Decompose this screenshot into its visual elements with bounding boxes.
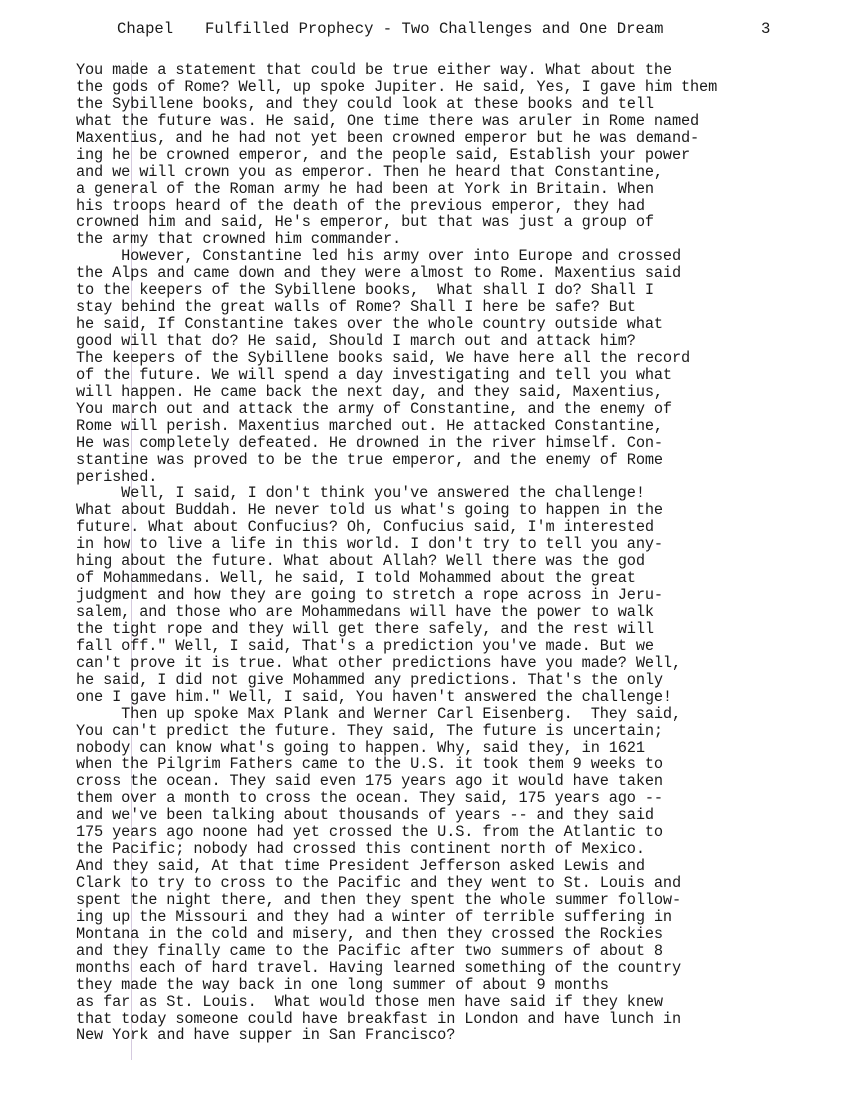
- text-line: one I gave him." Well, I said, You haven't answered the challenge!: [76, 687, 672, 706]
- text-line: judgment and how they are going to stretch a rope across in Jeru-: [76, 586, 663, 605]
- text-line: them over a month to cross the ocean. They said, 175 years ago --: [76, 789, 663, 808]
- text-line: crowned him and said, He's emperor, but that was just a group of: [76, 213, 654, 232]
- text-line: hing about the future. What about Allah? Well there was the god: [76, 552, 645, 571]
- text-line: and we will crown you as emperor. Then he heard that Constantine,: [76, 162, 663, 181]
- text-line: stantine was proved to be the true emperor, and the enemy of Rome: [76, 450, 663, 469]
- text-line: future. What about Confucius? Oh, Confucius said, I'm interested: [76, 518, 654, 537]
- text-line: 175 years ago noone had yet crossed the U.S. from the Atlantic to: [76, 823, 663, 842]
- text-line: to the keepers of the Sybillene books, What shall I do? Shall I: [76, 281, 654, 300]
- text-line: the Alps and came down and they were almost to Rome. Maxentius said: [76, 264, 681, 283]
- text-line: New York and have supper in San Francisco?: [76, 1026, 456, 1045]
- text-line: Then up spoke Max Plank and Werner Carl Eisenberg. They said,: [76, 704, 681, 723]
- text-line: good will that do? He said, Should I march out and attack him?: [76, 332, 636, 350]
- text-line: months each of hard travel. Having learned something of the country: [76, 958, 681, 977]
- text-line: what the future was. He said, One time there was aruler in Rome named: [76, 111, 700, 130]
- text-line: he said, I did not give Mohammed any predictions. That's the only: [76, 670, 663, 689]
- text-line: as far as St. Louis. What would those men have said if they knew: [76, 992, 663, 1011]
- header-section: Chapel: [117, 20, 174, 38]
- text-line: Maxentius, and he had not yet been crowned emperor but he was demand-: [76, 128, 700, 147]
- text-line: You can't predict the future. They said, The future is uncertain;: [76, 721, 663, 740]
- text-line: salem, and those who are Mohammedans will have the power to walk: [76, 603, 654, 621]
- text-line: perished.: [76, 467, 158, 486]
- text-line: and we've been talking about thousands of years -- and they said: [76, 806, 654, 825]
- text-line: You made a statement that could be true either way. What about the: [76, 61, 672, 79]
- text-line: a general of the Roman army he had been at York in Britain. When: [76, 179, 654, 198]
- text-line: the Pacific; nobody had crossed this continent north of Mexico.: [76, 840, 645, 859]
- text-line: that today someone could have breakfast in London and have lunch in: [76, 1009, 681, 1028]
- text-line: stay behind the great walls of Rome? Shall I here be safe? But: [76, 298, 636, 317]
- text-line: What about Buddah. He never told us what's going to happen in the: [76, 501, 663, 520]
- text-line: his troops heard of the death of the previous emperor, they had: [76, 196, 645, 215]
- text-line: The keepers of the Sybillene books said, We have here all the record: [76, 348, 691, 367]
- text-line: fall off." Well, I said, That's a prediction you've made. But we: [76, 636, 654, 655]
- text-line: the tight rope and they will get there safely, and the rest will: [76, 619, 654, 638]
- text-line: can't prove it is true. What other predictions have you made? Well,: [76, 653, 681, 672]
- header-title: Fulfilled Prophecy - Two Challenges and One Dream: [205, 20, 664, 38]
- text-line: will happen. He came back the next day, and they said, Maxentius,: [76, 382, 663, 401]
- text-line: And they said, At that time President Jefferson asked Lewis and: [76, 857, 645, 876]
- text-line: Clark to try to cross to the Pacific and they went to St. Louis and: [76, 874, 681, 892]
- text-line: the gods of Rome? Well, up spoke Jupiter. He said, Yes, I gave him them: [76, 77, 718, 96]
- text-line: He was completely defeated. He drowned in the river himself. Con-: [76, 433, 663, 452]
- text-line: of the future. We will spend a day investigating and tell you what: [76, 365, 672, 384]
- page-header: [117, 20, 777, 44]
- text-line: You march out and attack the army of Constantine, and the enemy of: [76, 399, 672, 418]
- text-line: However, Constantine led his army over into Europe and crossed: [76, 247, 681, 266]
- text-line: spent the night there, and then they spent the whole summer follow-: [76, 890, 681, 909]
- text-line: when the Pilgrim Fathers came to the U.S. it took them 9 weeks to: [76, 755, 663, 774]
- text-line: in how to live a life in this world. I don't try to tell you any-: [76, 535, 663, 554]
- text-line: and they finally came to the Pacific after two summers of about 8: [76, 941, 663, 960]
- text-line: the Sybillene books, and they could look at these books and tell: [76, 94, 654, 113]
- text-line: nobody can know what's going to happen. Why, said they, in 1621: [76, 738, 645, 757]
- text-line: ing up the Missouri and they had a winter of terrible suffering in: [76, 907, 672, 926]
- text-line: Montana in the cold and misery, and then they crossed the Rockies: [76, 924, 663, 943]
- text-line: he said, If Constantine takes over the whole country outside what: [76, 315, 663, 334]
- text-line: the army that crowned him commander.: [76, 230, 402, 249]
- text-line: Well, I said, I don't think you've answered the challenge!: [76, 484, 645, 503]
- page-number: 3: [761, 20, 771, 38]
- text-line: cross the ocean. They said even 175 years ago it would have taken: [76, 772, 663, 791]
- text-line: of Mohammedans. Well, he said, I told Mohammed about the great: [76, 569, 636, 588]
- text-line: Rome will perish. Maxentius marched out. He attacked Constantine,: [76, 416, 663, 435]
- text-line: they made the way back in one long summer of about 9 months: [76, 975, 609, 994]
- body-text: [76, 62, 776, 1044]
- text-line: ing he be crowned emperor, and the people said, Establish your power: [76, 145, 691, 164]
